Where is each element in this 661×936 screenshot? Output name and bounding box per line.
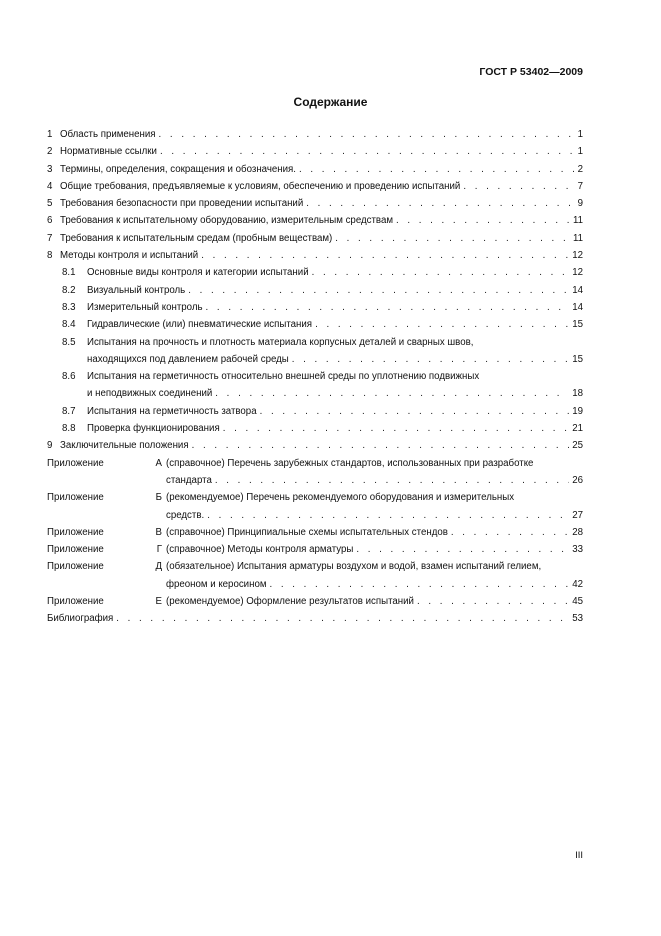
toc-leader-dots xyxy=(206,299,570,316)
toc-entry-title: Испытания на герметичность затвора xyxy=(87,405,257,417)
toc-leader-dots xyxy=(417,593,569,610)
toc-entry-title: Основные виды контроля и категории испытаний xyxy=(87,267,309,279)
toc-entry[interactable] xyxy=(47,230,583,247)
toc-leader-dots xyxy=(188,282,569,299)
toc-leader-dots xyxy=(159,126,575,143)
toc-annex-label xyxy=(47,541,166,558)
toc-entry-number: 9 xyxy=(47,440,53,452)
toc-page-number: 15 xyxy=(572,353,583,365)
toc-entry-number: 7 xyxy=(47,232,53,244)
toc-entry[interactable] xyxy=(47,524,583,541)
toc-entry-title: (справочное) Методы контроля арматуры xyxy=(166,544,354,556)
table-of-contents xyxy=(47,126,583,628)
page-number-footer: III xyxy=(575,850,583,861)
toc-leader-dots xyxy=(299,161,575,178)
toc-entry-number: 8 xyxy=(47,250,53,262)
toc-leader-dots xyxy=(192,437,570,454)
toc-entry[interactable] xyxy=(47,178,583,195)
toc-annex-word: Приложение xyxy=(47,596,104,608)
toc-page-number: 14 xyxy=(572,301,583,313)
toc-page-number: 18 xyxy=(572,388,583,400)
toc-annex-letter: Б xyxy=(155,492,162,504)
toc-entry-title: (рекомендуемое) Оформление результатов испытаний xyxy=(166,596,414,608)
toc-leader-dots xyxy=(463,178,574,195)
toc-entry-number: 2 xyxy=(47,146,53,158)
toc-entry-title: Методы контроля и испытаний xyxy=(60,250,199,262)
toc-leader-dots xyxy=(207,507,569,524)
toc-page-number: 1 xyxy=(577,129,583,140)
toc-entry[interactable] xyxy=(47,368,583,403)
toc-page-number: 12 xyxy=(572,250,583,262)
toc-annex-word: Приложение xyxy=(47,544,104,556)
toc-page-number: 12 xyxy=(572,267,583,279)
contents-heading: Содержание xyxy=(293,95,368,109)
toc-leader-dots xyxy=(356,541,569,558)
toc-entry[interactable] xyxy=(47,143,583,160)
toc-entry[interactable] xyxy=(47,195,583,212)
toc-entry-title: фреоном и керосином xyxy=(166,578,267,590)
toc-entry-title: Термины, определения, сокращения и обозначения. xyxy=(60,163,296,175)
toc-entry-title: Гидравлические (или) пневматические испытания xyxy=(87,319,313,331)
toc-annex-letter: Д xyxy=(155,561,162,573)
toc-entry-title: (справочное) Принципиальные схемы испытательных стендов xyxy=(166,526,448,538)
toc-entry[interactable] xyxy=(47,541,583,558)
toc-entry[interactable] xyxy=(47,264,583,281)
toc-entry-number: 8.6 xyxy=(62,371,76,383)
toc-leader-dots xyxy=(260,403,570,420)
toc-annex-word: Приложение xyxy=(47,492,104,504)
toc-entry[interactable] xyxy=(47,247,583,264)
toc-entry-title: (справочное) Перечень зарубежных стандартов, использованных при разработке xyxy=(166,457,534,469)
toc-page-number: 26 xyxy=(572,474,583,486)
toc-page-number: 19 xyxy=(572,405,583,417)
toc-page-number: 1 xyxy=(577,146,583,158)
toc-leader-dots xyxy=(270,576,570,593)
toc-entry-title: (обязательное) Испытания арматуры воздухом и водой, взамен испытаний гелием, xyxy=(166,561,542,573)
toc-entry-title: (рекомендуемое) Перечень рекомендуемого оборудования и измерительных xyxy=(166,492,515,504)
toc-entry-number: 8.4 xyxy=(62,319,76,331)
toc-annex-label xyxy=(47,455,166,472)
toc-annex-word: Приложение xyxy=(47,526,104,538)
toc-leader-dots xyxy=(201,247,569,264)
toc-leader-dots xyxy=(335,230,570,247)
toc-page-number: 21 xyxy=(572,423,583,435)
toc-entry-title: Область применения xyxy=(60,129,156,140)
toc-entry-number: 8.1 xyxy=(62,267,76,279)
toc-page-number: 14 xyxy=(572,284,583,296)
toc-annex-word: Приложение xyxy=(47,561,104,573)
toc-annex-label xyxy=(47,489,166,506)
toc-leader-dots xyxy=(315,316,569,333)
toc-entry[interactable] xyxy=(47,558,583,593)
toc-annex-letter: Е xyxy=(155,596,162,608)
toc-entry-number: 8.7 xyxy=(62,405,76,417)
toc-entry-title: Испытания на прочность и плотность материала корпусных деталей и сварных швов, xyxy=(87,336,474,348)
toc-leader-dots xyxy=(306,195,574,212)
toc-entry-title: Требования к испытательному оборудованию, измерительным средствам xyxy=(60,215,394,227)
toc-entry-title: и неподвижных соединений xyxy=(87,388,213,400)
toc-entry-title: Испытания на герметичность относительно внешней среды по уплотнению подвижных xyxy=(87,371,480,383)
toc-entry-number: 3 xyxy=(47,163,53,175)
toc-annex-letter: Г xyxy=(156,544,162,556)
toc-leader-dots xyxy=(215,385,569,402)
toc-entry[interactable] xyxy=(47,593,583,610)
toc-entry-number: 4 xyxy=(47,180,53,192)
toc-entry[interactable] xyxy=(47,489,583,524)
toc-annex-word: Приложение xyxy=(47,457,104,469)
toc-annex-label xyxy=(47,524,166,541)
toc-annex-letter: А xyxy=(155,457,162,469)
toc-page-number: 9 xyxy=(577,198,583,210)
toc-entry-number: 8.2 xyxy=(62,284,76,296)
toc-entry-title: средств. xyxy=(166,509,205,521)
toc-entry-title: Библиография xyxy=(47,613,114,625)
toc-page-number: 2 xyxy=(577,163,583,175)
toc-entry-title: Визуальный контроль xyxy=(87,284,186,296)
toc-entry[interactable] xyxy=(47,212,583,229)
toc-entry[interactable] xyxy=(47,403,583,420)
toc-entry-number: 8.3 xyxy=(62,301,76,313)
toc-entry[interactable] xyxy=(47,126,583,143)
toc-leader-dots xyxy=(215,472,569,489)
toc-entry-title: находящихся под давлением рабочей среды xyxy=(87,353,289,365)
toc-entry-number: 8.8 xyxy=(62,423,76,435)
toc-entry-number: 1 xyxy=(47,129,53,140)
toc-page-number: 7 xyxy=(577,180,583,192)
toc-page-number: 53 xyxy=(572,613,583,625)
toc-entry-number: 6 xyxy=(47,215,53,227)
toc-page-number: 33 xyxy=(572,544,583,556)
toc-entry[interactable] xyxy=(47,455,583,490)
toc-page-number: 25 xyxy=(572,440,583,452)
toc-page-number: 45 xyxy=(572,596,583,608)
toc-entry-title: Требования к испытательным средам (пробным веществам) xyxy=(60,232,333,244)
toc-entry-title: Проверка функционирования xyxy=(87,423,220,435)
toc-entry-title: Измерительный контроль xyxy=(87,301,203,313)
toc-entry[interactable] xyxy=(47,420,583,437)
toc-page-number: 15 xyxy=(572,319,583,331)
toc-entry-title: Требования безопасности при проведении испытаний xyxy=(60,198,304,210)
toc-entry[interactable] xyxy=(47,316,583,333)
toc-entry-number: 5 xyxy=(47,198,53,210)
document-identifier: ГОСТ Р 53402—2009 xyxy=(479,66,583,78)
toc-leader-dots xyxy=(396,212,570,229)
toc-page-number: 11 xyxy=(572,232,583,244)
toc-leader-dots xyxy=(160,143,575,160)
toc-entry[interactable] xyxy=(47,437,583,454)
toc-entry-title: стандарта xyxy=(166,474,212,486)
toc-entry[interactable] xyxy=(47,161,583,178)
toc-annex-letter: В xyxy=(155,526,162,538)
toc-leader-dots xyxy=(451,524,569,541)
toc-entry[interactable] xyxy=(47,334,583,369)
toc-leader-dots xyxy=(292,351,569,368)
toc-entry-number: 8.5 xyxy=(62,336,76,348)
toc-entry[interactable] xyxy=(47,282,583,299)
toc-page-number: 42 xyxy=(572,578,583,590)
toc-annex-label xyxy=(47,593,166,610)
toc-page-number: 27 xyxy=(572,509,583,521)
toc-page-number: 11 xyxy=(572,215,583,227)
toc-annex-label xyxy=(47,558,166,575)
toc-entry[interactable] xyxy=(47,299,583,316)
toc-page-number: 28 xyxy=(572,526,583,538)
toc-leader-dots xyxy=(223,420,570,437)
toc-entry-title: Общие требования, предъявляемые к условиям, обеспечению и проведению испытаний xyxy=(60,180,461,192)
toc-entry-title: Заключительные положения xyxy=(60,440,189,452)
toc-leader-dots xyxy=(116,610,569,627)
toc-leader-dots xyxy=(312,264,570,281)
toc-entry[interactable] xyxy=(47,610,583,627)
toc-entry-title: Нормативные ссылки xyxy=(60,146,157,158)
